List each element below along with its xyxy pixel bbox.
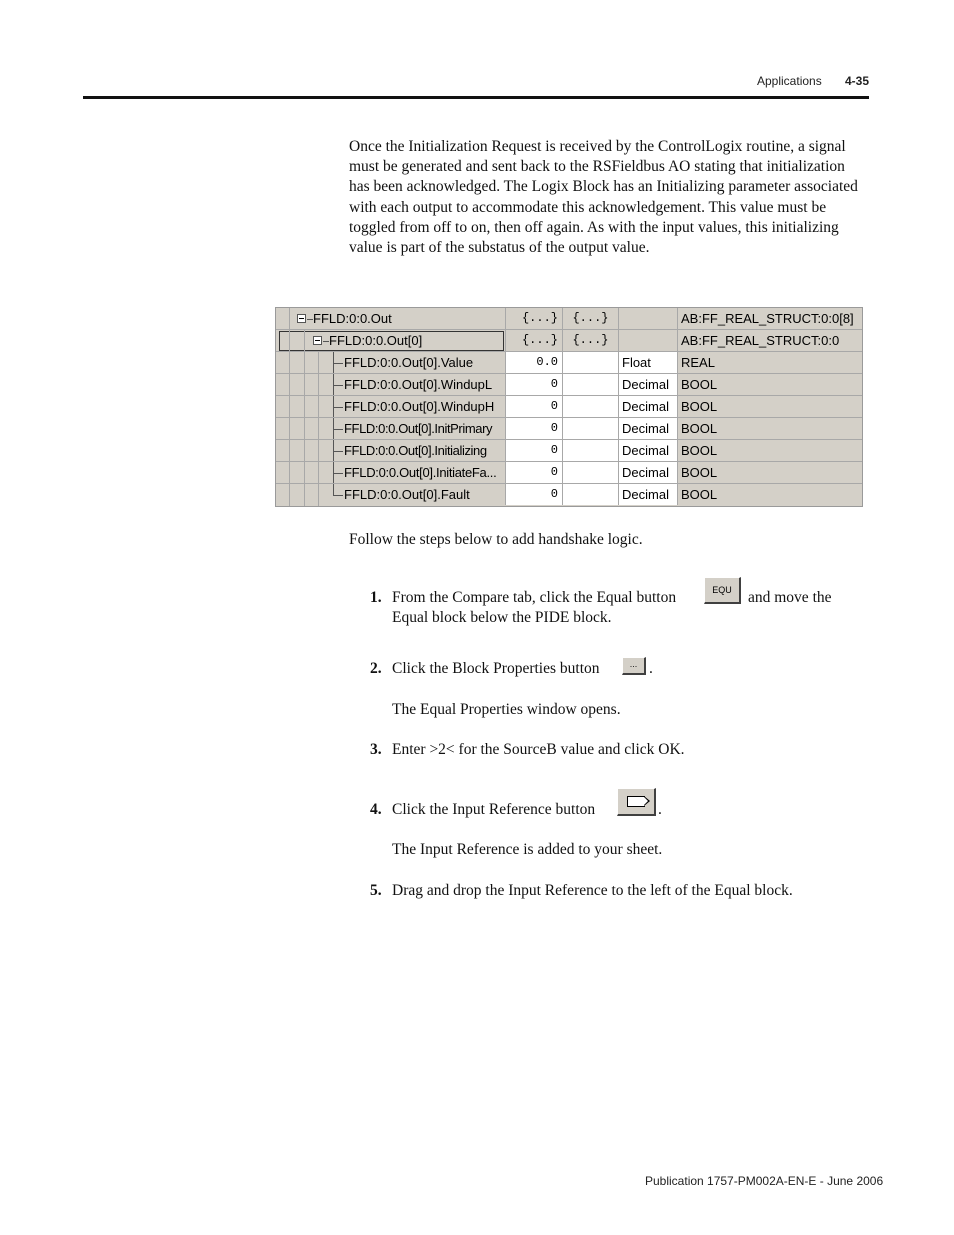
tag-value[interactable]: 0 bbox=[505, 440, 562, 461]
header-section-title: Applications bbox=[757, 74, 822, 88]
tag-type: AB:FF_REAL_STRUCT:0:0[8] bbox=[677, 308, 863, 329]
tag-force bbox=[562, 440, 618, 461]
step-1-text: From the Compare tab, click the Equal button bbox=[392, 589, 677, 606]
tag-type: BOOL bbox=[677, 418, 863, 439]
step-1-text-line2: Equal block below the PIDE block. bbox=[392, 609, 612, 626]
tag-name: FFLD:0:0.Out bbox=[313, 311, 392, 326]
tag-name: FFLD:0:0.Out[0].Fault bbox=[344, 487, 470, 502]
collapse-icon bbox=[297, 314, 306, 323]
equal-button-icon: EQU bbox=[704, 577, 741, 604]
header-rule bbox=[83, 96, 869, 99]
tag-value[interactable]: 0 bbox=[505, 374, 562, 395]
step-4-note: The Input Reference is added to your sheet. bbox=[392, 841, 663, 858]
tag-value[interactable]: 0 bbox=[505, 396, 562, 417]
table-row bbox=[276, 330, 863, 352]
collapse-icon bbox=[313, 336, 322, 345]
tag-value[interactable]: 0 bbox=[505, 484, 562, 505]
tag-force bbox=[562, 484, 618, 505]
tag-value[interactable]: 0 bbox=[505, 462, 562, 483]
tag-force: {...} bbox=[562, 308, 618, 329]
tag-style bbox=[618, 330, 677, 351]
tag-name: FFLD:0:0.Out[0].WindupL bbox=[344, 377, 493, 392]
table-row bbox=[276, 308, 863, 330]
tag-value[interactable]: 0.0 bbox=[505, 352, 562, 373]
tag-value: {...} bbox=[505, 308, 562, 329]
tag-type: BOOL bbox=[677, 396, 863, 417]
tag-type: BOOL bbox=[677, 484, 863, 505]
input-reference-button-icon bbox=[617, 788, 656, 816]
table-row bbox=[276, 374, 863, 396]
step-5-text: Drag and drop the Input Reference to the left of the Equal block. bbox=[392, 882, 793, 899]
header-page-number: 4-35 bbox=[845, 74, 870, 88]
tag-style: Float bbox=[618, 352, 677, 373]
intro-paragraph: Once the Initialization Request is received by the ControlLogix routine, a signal must be generated and sent back to the RSFieldbus AO stating that initialization has been acknowledged. The Logix Block has an Initializing parameter associated with each output to accommodate this acknowledgement. This value must be toggled from off to on, then off again. As with the input values, this initializing value is part of the substatus of the output value. bbox=[349, 138, 858, 257]
tag-type: BOOL bbox=[677, 440, 863, 461]
tag-style: Decimal bbox=[618, 418, 677, 439]
step-2-period: . bbox=[649, 660, 653, 677]
tag-style: Decimal bbox=[618, 440, 677, 461]
tag-name: FFLD:0:0.Out[0].InitiateFa... bbox=[344, 465, 497, 480]
table-row bbox=[276, 352, 863, 374]
tag-force: {...} bbox=[562, 330, 618, 351]
tag-name: FFLD:0:0.Out[0].InitPrimary bbox=[344, 421, 493, 436]
table-row bbox=[276, 396, 863, 418]
step-1-text-cont: and move the bbox=[748, 589, 832, 606]
tag-name: FFLD:0:0.Out[0].Initializing bbox=[344, 443, 487, 458]
step-2-text: Click the Block Properties button bbox=[392, 660, 600, 677]
tag-force bbox=[562, 462, 618, 483]
step-5-number: 5. bbox=[370, 882, 382, 899]
step-2-number: 2. bbox=[370, 660, 382, 677]
tag-force bbox=[562, 418, 618, 439]
tag-type: AB:FF_REAL_STRUCT:0:0 bbox=[677, 330, 863, 351]
tag-value: {...} bbox=[505, 330, 562, 351]
tag-type: REAL bbox=[677, 352, 863, 373]
tag-type: BOOL bbox=[677, 462, 863, 483]
tag-table-screenshot bbox=[275, 307, 863, 507]
tag-name: FFLD:0:0.Out[0].WindupH bbox=[344, 399, 495, 414]
publication-footer: Publication 1757-PM002A-EN-E - June 2006 bbox=[645, 1174, 884, 1188]
tag-force bbox=[562, 374, 618, 395]
step-3-text: Enter >2< for the SourceB value and click OK. bbox=[392, 741, 685, 758]
block-properties-button-icon: ... bbox=[622, 657, 646, 675]
step-4-number: 4. bbox=[370, 801, 382, 818]
step-2-note: The Equal Properties window opens. bbox=[392, 701, 621, 718]
table-row bbox=[276, 418, 863, 440]
step-4-text: Click the Input Reference button bbox=[392, 801, 596, 818]
step-4-period: . bbox=[658, 801, 662, 818]
tag-name: FFLD:0:0.Out[0] bbox=[329, 333, 423, 348]
tag-force bbox=[562, 396, 618, 417]
tag-value[interactable]: 0 bbox=[505, 418, 562, 439]
table-row bbox=[276, 440, 863, 462]
tag-force bbox=[562, 352, 618, 373]
table-row bbox=[276, 462, 863, 484]
tag-style: Decimal bbox=[618, 484, 677, 505]
tag-type: BOOL bbox=[677, 374, 863, 395]
tag-style: Decimal bbox=[618, 396, 677, 417]
follow-steps-text: Follow the steps below to add handshake logic. bbox=[349, 531, 643, 548]
step-3-number: 3. bbox=[370, 741, 382, 758]
step-1-number: 1. bbox=[370, 589, 382, 606]
tag-style bbox=[618, 308, 677, 329]
tag-name: FFLD:0:0.Out[0].Value bbox=[344, 355, 474, 370]
tag-style: Decimal bbox=[618, 374, 677, 395]
tag-style: Decimal bbox=[618, 462, 677, 483]
table-row bbox=[276, 484, 863, 506]
